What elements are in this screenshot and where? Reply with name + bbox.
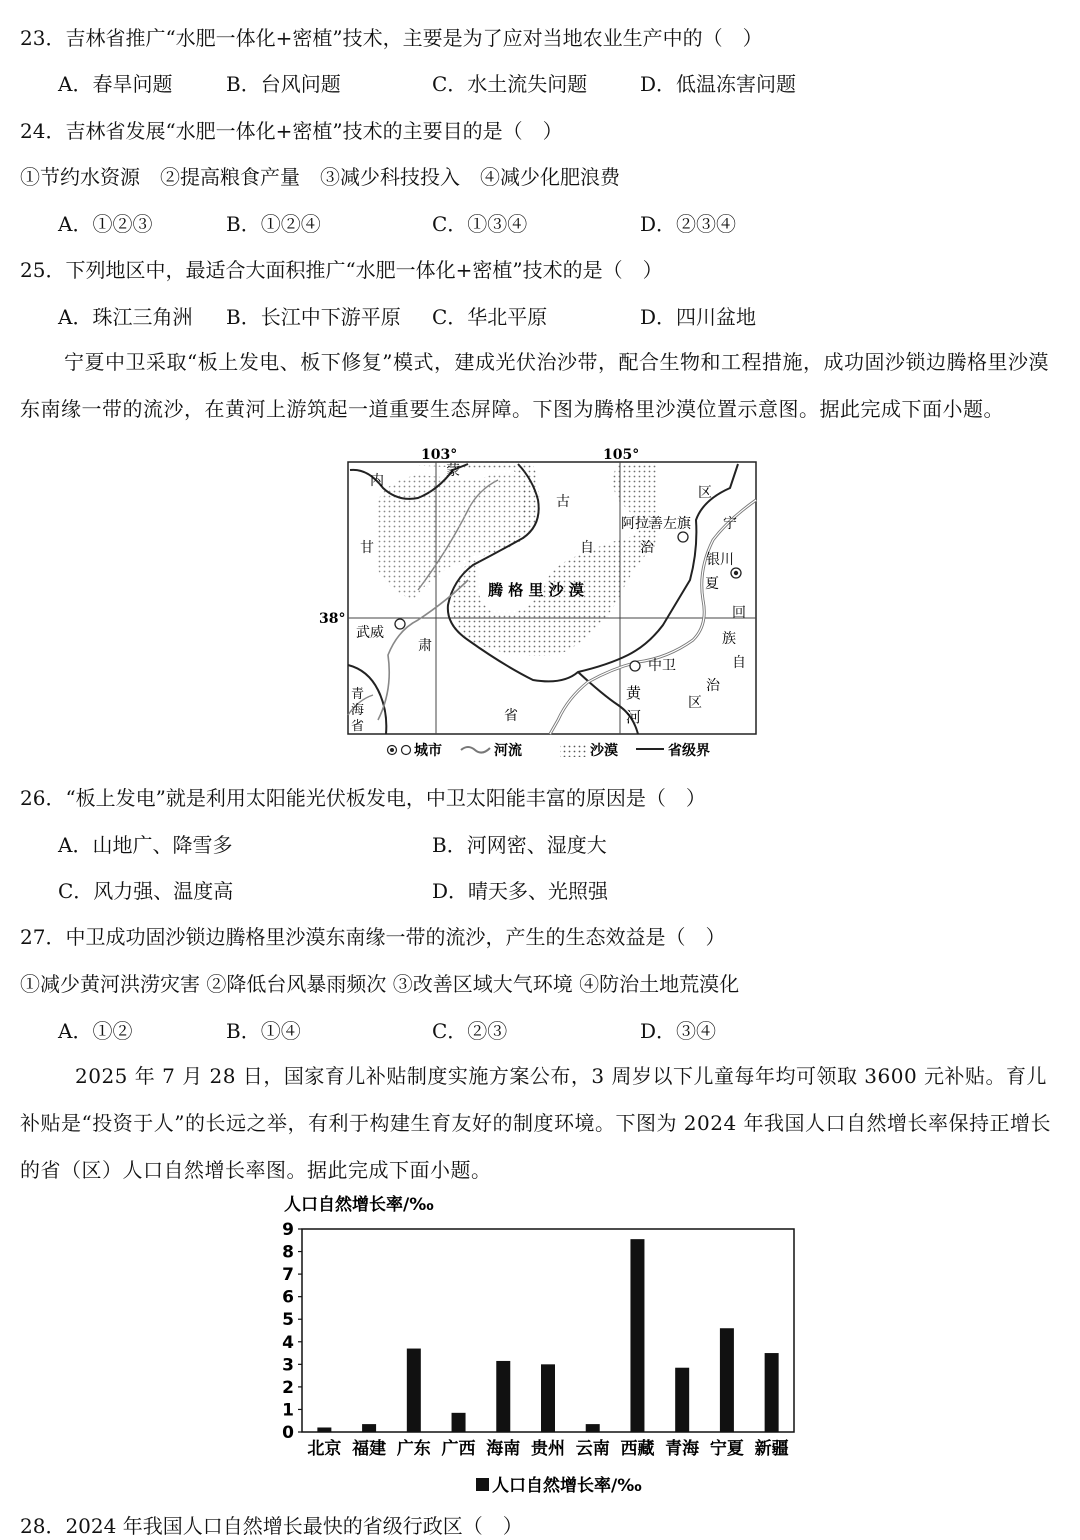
- bar-新疆: [765, 1353, 779, 1432]
- chart-legend: [476, 1475, 642, 1496]
- q26-option-a: A．山地广、降雪多: [58, 833, 233, 857]
- x-tick-label: 福建: [352, 1439, 387, 1459]
- q24-statements: ①节约水资源 ②提高粮食产量 ③减少科技投入 ④减少化肥浪费: [20, 165, 620, 189]
- population-growth-bar-chart: [270, 1188, 810, 1506]
- q24-option-a: A．①②③: [58, 212, 153, 236]
- bar-云南: [586, 1424, 600, 1432]
- q24-option-c: C．①③④: [432, 212, 528, 236]
- question-25-stem: 25．下列地区中，最适合大面积推广“水肥一体化+密植”技术的是（ ）: [20, 258, 663, 282]
- svg-text:省级界: 省级界: [668, 743, 710, 759]
- q27-statements: ①减少黄河洪涝灾害 ②降低台风暴雨频次 ③改善区域大气环境 ④防治土地荒漠化: [20, 972, 740, 996]
- svg-text:城市: 城市: [414, 743, 442, 759]
- svg-text:自: 自: [580, 540, 594, 556]
- q27-option-c: C．②③: [432, 1019, 508, 1043]
- svg-text:省: 省: [351, 719, 365, 734]
- city-label-alashan: 阿拉善左旗: [621, 516, 691, 532]
- bar-广西: [452, 1413, 466, 1432]
- x-tick-label: 新疆: [754, 1439, 789, 1459]
- y-tick-label: 0: [282, 1423, 294, 1443]
- map-legend: [388, 742, 711, 759]
- svg-text:自: 自: [732, 655, 746, 671]
- passage-ningxia: 宁夏中卫采取“板上发电、板下修复”模式，建成光伏治沙带，配合生物和工程措施，成功固沙锁边腾格里沙漠东南缘一带的流沙，在黄河上游筑起一道重要生态屏障。下图为腾格里沙漠位置示意图。据此完成下面小题。: [20, 350, 1049, 421]
- q23-option-c: C．水土流失问题: [432, 72, 588, 96]
- q27-option-a: A．①②: [58, 1019, 133, 1043]
- lon-label-103: 103°: [421, 447, 458, 463]
- bar-青海: [675, 1368, 689, 1432]
- svg-text:区: 区: [698, 485, 712, 501]
- bar-广东: [407, 1349, 421, 1432]
- x-tick-label: 云南: [575, 1439, 610, 1459]
- bar-西藏: [630, 1239, 644, 1432]
- svg-text:肃: 肃: [418, 638, 432, 654]
- question-28-stem: 28．2024 年我国人口自然增长最快的省级行政区（ ）: [20, 1514, 523, 1538]
- question-27-stem: 27．中卫成功固沙锁边腾格里沙漠东南缘一带的流沙，产生的生态效益是（ ）: [20, 925, 726, 949]
- city-label-wuwei: 武威: [356, 625, 384, 641]
- bar-贵州: [541, 1364, 555, 1432]
- y-tick-label: 9: [282, 1220, 294, 1240]
- desert-label: 腾 格 里 沙 漠: [488, 581, 584, 599]
- svg-text:黄: 黄: [626, 684, 642, 702]
- x-tick-label: 广西: [441, 1439, 476, 1459]
- y-tick-label: 1: [282, 1400, 294, 1421]
- passage-childcare-subsidy: 2025 年 7 月 28 日，国家育儿补贴制度实施方案公布，3 周岁以下儿童每年均可领取 3600 元补贴。育儿补贴是“投资于人”的长远之举，有利于构建生育友好的制度环境。下图为 2024 年我国人口自然增长率保持正增长的省（区）人口自然增长率图。据此完成下面小题。: [20, 1064, 1052, 1182]
- y-tick-label: 4: [282, 1332, 294, 1353]
- x-tick-label: 西藏: [620, 1439, 655, 1459]
- lat-label-38: 38°: [319, 611, 346, 627]
- y-tick-label: 6: [282, 1287, 294, 1308]
- lon-label-105: 105°: [603, 447, 640, 463]
- tengger-desert-map: [318, 440, 768, 765]
- question-26-stem: 26．“板上发电”就是利用太阳能光伏板发电，中卫太阳能丰富的原因是（ ）: [20, 786, 706, 810]
- y-axis-ticks: [282, 1220, 302, 1443]
- svg-text:蒙: 蒙: [446, 463, 460, 479]
- svg-text:族: 族: [722, 631, 736, 647]
- svg-text:海: 海: [351, 703, 365, 718]
- y-tick-label: 3: [282, 1355, 294, 1376]
- city-label-zhongwei: 中卫: [648, 658, 676, 674]
- bar-宁夏: [720, 1328, 734, 1432]
- bar-福建: [362, 1424, 376, 1432]
- svg-text:古: 古: [556, 494, 570, 510]
- x-tick-label: 广东: [396, 1439, 431, 1459]
- q25-option-d: D．四川盆地: [640, 305, 757, 329]
- y-tick-label: 2: [282, 1377, 294, 1398]
- bar-海南: [496, 1361, 510, 1432]
- city-zhongwei-marker: [630, 661, 640, 671]
- bar-北京: [317, 1427, 331, 1432]
- bars: [317, 1239, 778, 1432]
- q26-option-d: D．晴天多、光照强: [432, 879, 609, 903]
- city-label-yinchuan: 银川: [706, 552, 734, 568]
- city-wuwei-marker: [395, 619, 405, 629]
- svg-text:宁: 宁: [723, 516, 737, 532]
- y-tick-label: 8: [282, 1242, 294, 1263]
- svg-text:甘: 甘: [360, 540, 374, 556]
- q26-option-b: B．河网密、湿度大: [432, 833, 607, 857]
- q23-option-a: A．春旱问题: [58, 72, 173, 96]
- x-tick-label: 青海: [665, 1439, 700, 1459]
- q27-option-d: D．③④: [640, 1019, 717, 1043]
- svg-text:治: 治: [640, 540, 654, 556]
- q25-option-b: B．长江中下游平原: [226, 305, 401, 329]
- q24-option-d: D．②③④: [640, 212, 737, 236]
- svg-text:人口自然增长率/‰: 人口自然增长率/‰: [492, 1476, 642, 1496]
- q25-option-a: A．珠江三角洲: [58, 305, 193, 329]
- svg-text:沙漠: 沙漠: [590, 743, 618, 759]
- svg-text:内: 内: [370, 473, 384, 489]
- svg-text:省: 省: [504, 708, 518, 724]
- q27-option-b: B．①④: [226, 1019, 301, 1043]
- svg-text:回: 回: [732, 605, 746, 621]
- q23-option-d: D．低温冻害问题: [640, 72, 797, 96]
- y-tick-label: 5: [282, 1310, 294, 1331]
- svg-text:治: 治: [706, 678, 720, 694]
- svg-text:青: 青: [351, 687, 365, 702]
- q26-option-c: C．风力强、温度高: [58, 879, 234, 903]
- svg-text:河: 河: [626, 708, 642, 726]
- q23-option-b: B．台风问题: [226, 72, 341, 96]
- question-23-stem: 23．吉林省推广“水肥一体化+密植”技术，主要是为了应对当地农业生产中的（ ）: [20, 26, 763, 50]
- x-tick-label: 贵州: [531, 1439, 565, 1459]
- question-24-stem: 24．吉林省发展“水肥一体化+密植”技术的主要目的是（ ）: [20, 119, 563, 143]
- y-tick-label: 7: [282, 1265, 294, 1286]
- x-tick-label: 海南: [486, 1439, 521, 1459]
- x-axis-labels: [307, 1438, 788, 1459]
- q24-option-b: B．①②④: [226, 212, 321, 236]
- x-tick-label: 北京: [307, 1439, 342, 1459]
- svg-text:夏: 夏: [705, 576, 719, 592]
- svg-text:区: 区: [688, 695, 702, 711]
- q25-option-c: C．华北平原: [432, 305, 548, 329]
- chart-ylabel: 人口自然增长率/‰: [284, 1195, 434, 1215]
- city-alashan-marker: [678, 532, 688, 542]
- x-tick-label: 宁夏: [709, 1439, 744, 1459]
- svg-text:河流: 河流: [494, 743, 522, 759]
